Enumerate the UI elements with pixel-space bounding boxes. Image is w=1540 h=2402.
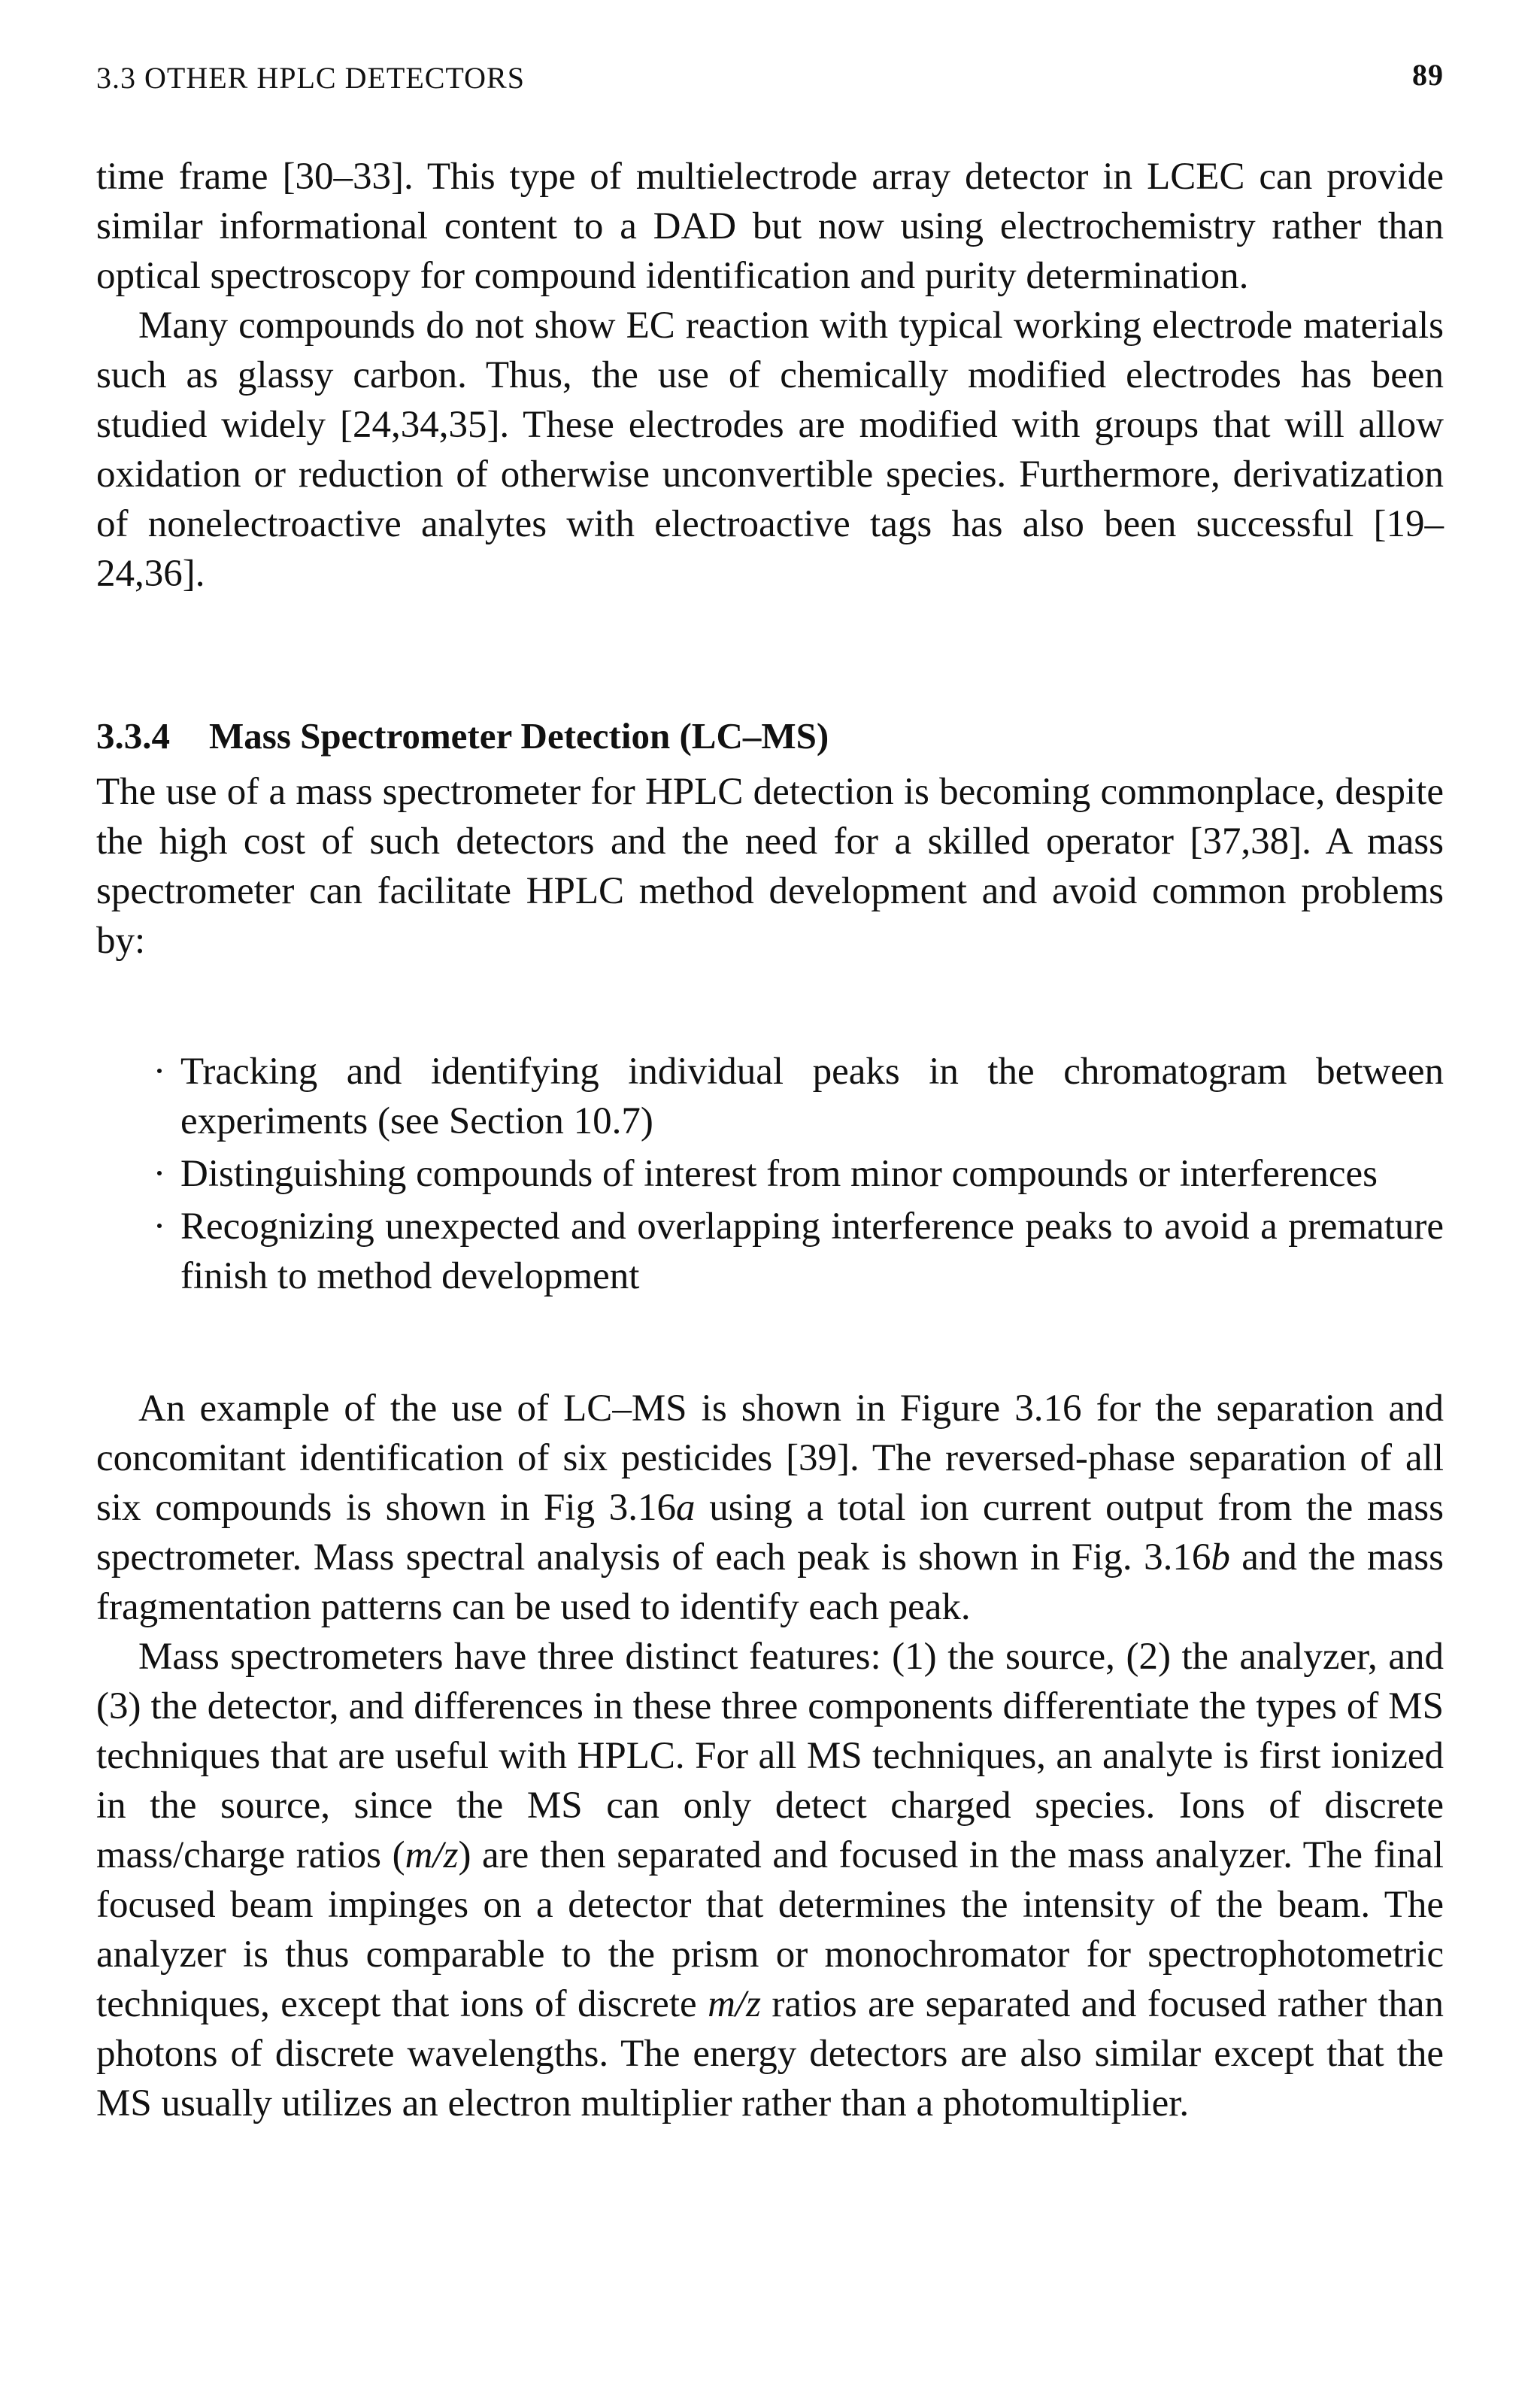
text-run: ratios are separated and focused rather than photons of discrete wavelengths. The energy detectors are also similar except that the MS usually utilizes an electron multiplier rather than a photomultiplier. bbox=[96, 1983, 1444, 2124]
running-head-title: 3.3 OTHER HPLC DETECTORS bbox=[96, 61, 525, 95]
running-head bbox=[96, 54, 1444, 99]
book-page bbox=[96, 54, 1444, 2128]
page-number: 89 bbox=[1412, 58, 1444, 92]
bullet-list bbox=[96, 1047, 1444, 1301]
list-item bbox=[96, 1202, 1444, 1301]
bullet-icon: · bbox=[153, 1206, 166, 1248]
list-item-text: Recognizing unexpected and overlapping interference peaks to avoid a premature finish to method development bbox=[180, 1206, 1444, 1297]
paragraph-lcms-intro: The use of a mass spectrometer for HPLC detection is becoming commonplace, despite the high cost of such detectors and the need for a skilled operator [37,38]. A mass spectrometer can facilitate HPLC method development and avoid common problems by: bbox=[96, 771, 1444, 962]
paragraph-chemically-modified-electrodes: Many compounds do not show EC reaction with typical working electrode materials such as glassy carbon. Thus, the use of chemically modified electrodes has been studied widely [24,34,35]. These electrodes are modified with groups that will allow oxidation or reduction of otherwise unconvertible species. Furthermore, derivatization of nonelectroactive analytes with electroactive tags has also been successful [19–24,36]. bbox=[96, 305, 1444, 595]
section-number: 3.3.4 bbox=[96, 715, 170, 757]
list-item-text: Distinguishing compounds of interest from minor compounds or interferences bbox=[180, 1153, 1378, 1195]
section-heading bbox=[96, 711, 1444, 761]
paragraph-continued: time frame [30–33]. This type of multielectrode array detector in LCEC can provide similar informational content to a DAD but now using electrochemistry rather than optical spectroscopy for compound identification and purity determination. bbox=[96, 156, 1444, 297]
paragraph-lcms-example bbox=[96, 1384, 1444, 1632]
bullet-icon: · bbox=[153, 1051, 166, 1093]
list-item-text: Tracking and identifying individual peaks in the chromatogram between experiments (see Section 10.7) bbox=[180, 1051, 1444, 1142]
bullet-icon: · bbox=[153, 1153, 166, 1195]
figure-panel-a: a bbox=[676, 1487, 696, 1529]
list-item bbox=[96, 1149, 1444, 1199]
text-run: Mass spectrometers have three distinct features: (1) the source, (2) the analyzer, and (3) the detector, and differences in these three components differentiate the types of MS techniques that are useful with HPLC. For all MS techniques, an analyte is first ionized in the source, since the MS can only detect charged species. Ions of discrete mass/charge ratios ( bbox=[96, 1636, 1444, 1876]
text-run: and the mass fragmentation patterns can be used to identify each peak. bbox=[96, 1536, 1444, 1628]
mz-italic: m/z bbox=[708, 1983, 761, 2025]
list-item bbox=[96, 1047, 1444, 1146]
figure-panel-b: b bbox=[1211, 1536, 1230, 1579]
text-run: An example of the use of LC–MS is shown in Figure 3.16 for the separation and concomitant identification of six pesticides [39]. The reversed-phase separation of all six compounds is shown in Fig 3.16 bbox=[96, 1388, 1444, 1529]
text-run: ) are then separated and focused in the mass analyzer. The final focused beam impinges on a detector that determines the intensity of the beam. The analyzer is thus comparable to the prism or monochromator for spectrophotometric techniques, except that ions of discrete bbox=[96, 1834, 1444, 2025]
section-title: Mass Spectrometer Detection (LC–MS) bbox=[209, 715, 829, 757]
mz-italic: m/z bbox=[405, 1834, 459, 1876]
paragraph-ms-features bbox=[96, 1632, 1444, 2128]
text-run: using a total ion current output from the mass spectrometer. Mass spectral analysis of each peak is shown in Fig. 3.16 bbox=[96, 1487, 1444, 1579]
